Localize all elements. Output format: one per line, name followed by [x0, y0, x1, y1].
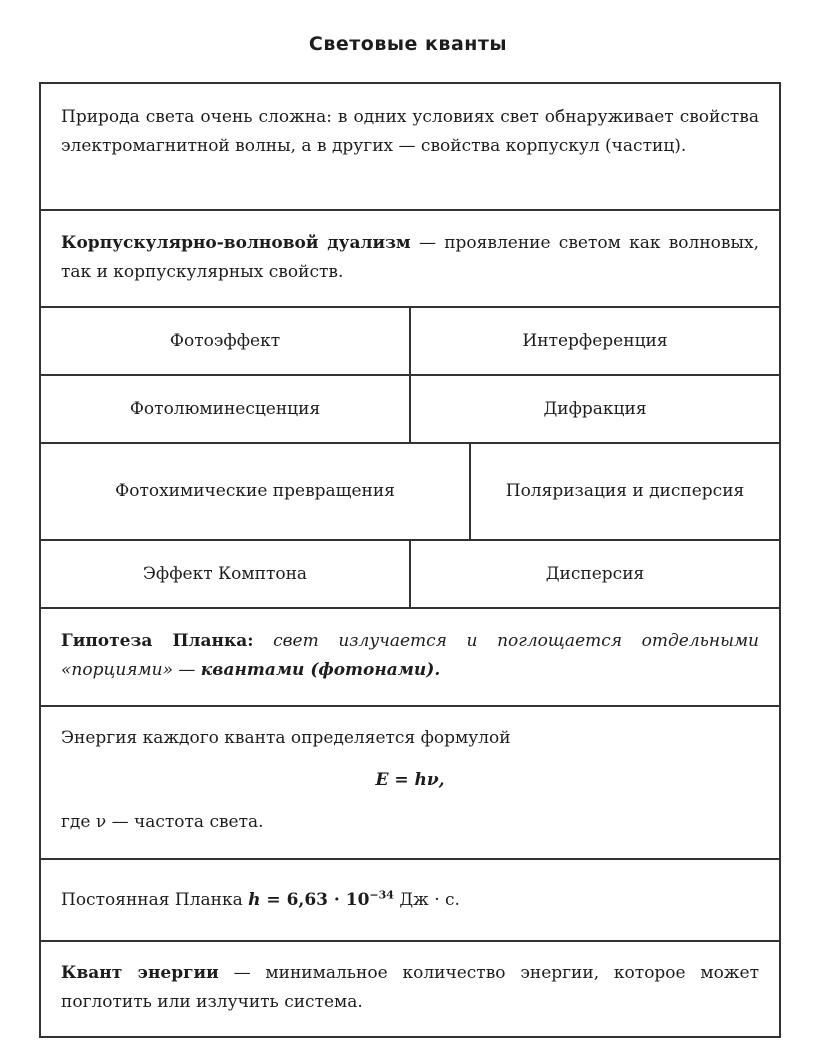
phenomenon-right: Интерференция — [522, 330, 668, 351]
planck-constant-exponent: −34 — [369, 888, 394, 902]
planck-constant-value: = 6,63 · 10 — [260, 890, 370, 910]
phenomenon-left: Фотоэффект — [41, 308, 411, 374]
phenomena-row — [41, 444, 779, 541]
quantum-definition: — минимальное количество энергии, которое может поглотить или излучить система. — [61, 963, 759, 1012]
phenomenon-right: Дифракция — [543, 398, 647, 419]
planck-hypothesis-body: свет излучается и поглощается отдельными «порциями» — — [61, 631, 759, 680]
phenomenon-left: Фотолюминесценция — [41, 376, 411, 442]
phenomena-row — [41, 308, 779, 376]
planck-hypothesis-text — [41, 609, 779, 685]
planck-constant-text — [41, 860, 779, 915]
phenomenon-right: Дисперсия — [545, 563, 645, 584]
summary-table — [39, 82, 781, 1038]
planck-hypothesis-cell — [41, 609, 779, 707]
planck-hypothesis-term: Гипотеза Планка: — [61, 631, 254, 651]
phenomenon-right: Поляризация и дисперсия — [505, 481, 745, 501]
dualism-cell — [41, 211, 779, 308]
energy-cell — [41, 707, 779, 860]
phenomena-row — [41, 541, 779, 609]
planck-hypothesis-emphasis: квантами (фотонами). — [200, 660, 441, 680]
intro-cell — [41, 84, 779, 211]
phenomenon-left: Эффект Комптона — [41, 541, 411, 607]
dualism-term: Корпускулярно-волновой дуализм — [61, 233, 411, 253]
planck-constant-unit: Дж · с. — [393, 890, 460, 910]
page-title: Световые кванты — [308, 33, 508, 55]
dualism-definition: — проявление светом как волновых, так и корпускулярных свойств. — [61, 233, 759, 282]
quantum-text — [41, 942, 779, 1017]
phenomenon-left: Фотохимические превращения — [41, 444, 471, 539]
phenomena-row — [41, 376, 779, 444]
energy-line-3: где ν — частота света. — [61, 812, 264, 832]
quantum-term: Квант энергии — [61, 963, 219, 983]
energy-formula: E = hν, — [375, 770, 445, 790]
intro-text: Природа света очень сложна: в одних условиях свет обнаруживает свойства электромагнитной волны, а в других — свойства корпускул (частиц). — [61, 107, 759, 156]
planck-constant-cell — [41, 860, 779, 942]
dualism-text — [41, 211, 779, 287]
planck-constant-symbol: h — [248, 890, 261, 910]
energy-line-1: Энергия каждого кванта определяется формулой — [61, 728, 511, 748]
planck-constant-label: Постоянная Планка — [61, 890, 249, 910]
quantum-cell — [41, 942, 779, 1036]
